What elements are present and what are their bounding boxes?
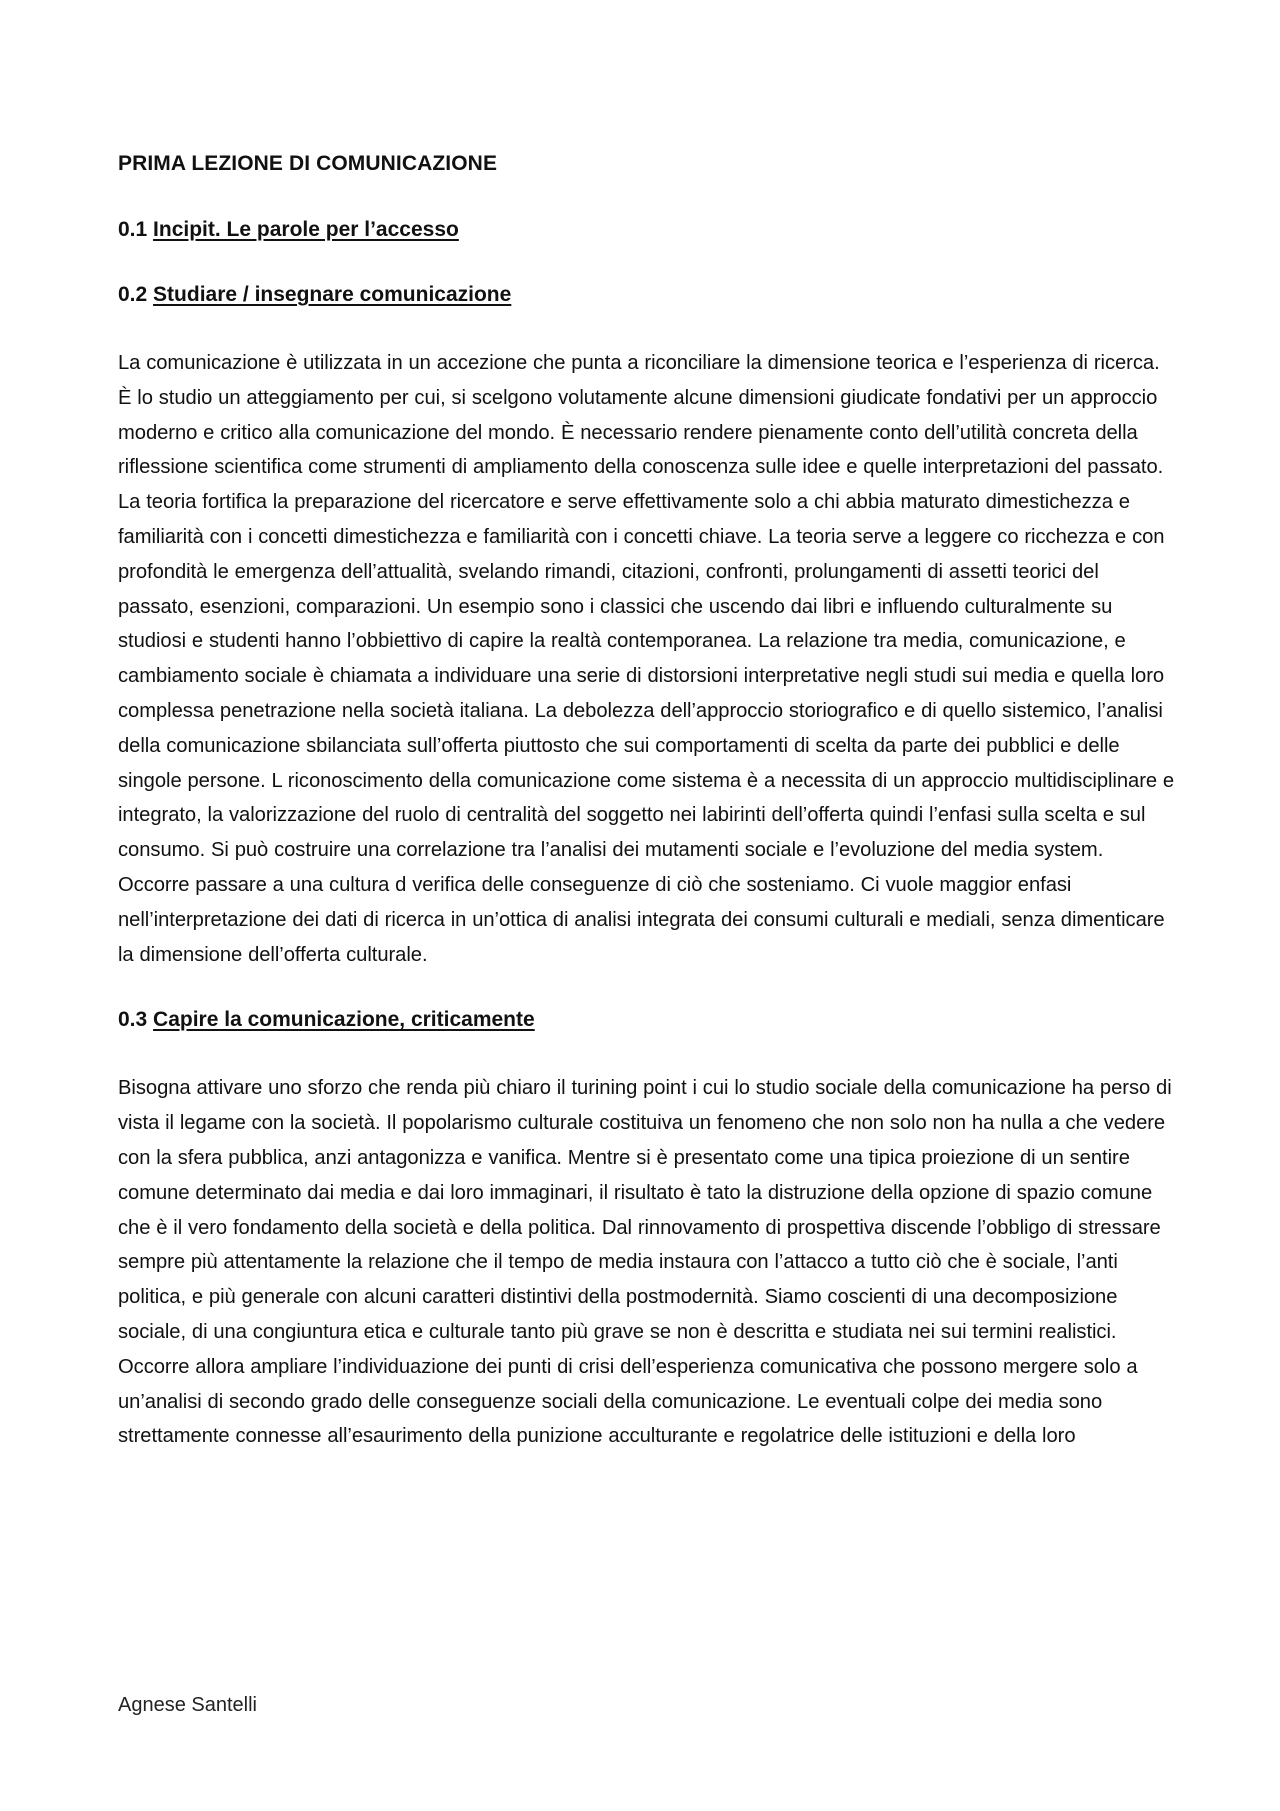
section-heading-0-2: [118, 281, 1178, 309]
section-title: Capire la comunicazione, criticamente: [153, 1008, 535, 1032]
section-title: Incipit. Le parole per l’accesso: [153, 218, 459, 241]
document-page: [118, 150, 1178, 1488]
section-number: 0.2: [118, 283, 148, 306]
section-heading-0-1: [118, 216, 1178, 244]
footer-author: Agnese Santelli: [118, 1694, 257, 1716]
section-title: Studiare / insegnare comunicazione: [153, 283, 512, 306]
section-heading-0-3: [118, 1006, 1178, 1034]
document-title: PRIMA LEZIONE DI COMUNICAZIONE: [118, 152, 498, 175]
section-paragraph-0-3: Bisogna attivare uno sforzo che renda più chiaro il turining point i cui lo studio sociale della comunicazione ha perso di vista il legame con la società. Il popolarismo culturale costituiva un fenomeno che non solo non ha nulla a che vedere con la sfera pubblica, anzi antagonizza e vanifica. Mentre si è presentato come una tipica proiezione di un sentire comune determinato dai media e dai loro immaginari, il risultato è tato la distruzione della opzione di spazio comune che è il vero fondamento della società e della politica. Dal rinnovamento di prospettiva discende l’obbligo di stressare sempre più attentamente la relazione che il tempo de media instaura con l’attacco a tutto ciò che è sociale, l’anti politica, e più generale con alcuni caratteri distintivi della postmodernità. Siamo coscienti di una decomposizione sociale, di una congiuntura etica e culturale tanto più grave se non è descritta e studiata nei sui termini realistici. Occorre allora ampliare l’individuazione dei punti di crisi dell’esperienza comunicativa che possono mergere solo a un’analisi di secondo grado delle conseguenze sociali della comunicazione. Le eventuali colpe dei media sono strettamente connesse all’esaurimento della punizione acculturante e regolatrice delle istituzioni e della loro: [118, 1077, 1172, 1448]
section-number: 0.3: [118, 1008, 148, 1032]
section-paragraph-0-2: La comunicazione è utilizzata in un accezione che punta a riconciliare la dimensione teorica e l’esperienza di ricerca. È lo studio un atteggiamento per cui, si scelgono volutamente alcune dimensioni giudicate fondativi per un approccio moderno e critico alla comunicazione del mondo. È necessario rendere pienamente conto dell’utilità concreta della riflessione scientifica come strumenti di ampliamento della conoscenza sulle idee e quelle interpretazioni del passato. La teoria fortifica la preparazione del ricercatore e serve effettivamente solo a chi abbia maturato dimestichezza e familiarità con i concetti dimestichezza e familiarità con i concetti chiave. La teoria serve a leggere co ricchezza e con profondità le emergenza dell’attualità, svelando rimandi, citazioni, confronti, prolungamenti di assetti teorici del passato, esenzioni, comparazioni. Un esempio sono i classici che uscendo dai libri e influendo culturalmente su studiosi e studenti hanno l’obbiettivo di capire la realtà contemporanea. La relazione tra media, comunicazione, e cambiamento sociale è chiamata a individuare una serie di distorsioni interpretative negli studi sui media e quella loro complessa penetrazione nella società italiana. La debolezza dell’approccio storiografico e di quello sistemico, l’analisi della comunicazione sbilanciata sull’offerta piuttosto che sui comportamenti di scelta da parte dei pubblici e delle singole persone. L riconoscimento della comunicazione come sistema è a necessita di un approccio multidisciplinare e integrato, la valorizzazione del ruolo di centralità del soggetto nei labirinti dell’offerta quindi l’enfasi sulla scelta e sul consumo. Si può costruire una correlazione tra l’analisi dei mutamenti sociale e l’evoluzione del media system. Occorre passare a una cultura d verifica delle conseguenze di ciò che sosteniamo. Ci vuole maggior enfasi nell’interpretazione dei dati di ricerca in un’ottica di analisi integrata dei consumi culturali e mediali, senza dimenticare la dimensione dell’offerta culturale.: [118, 352, 1175, 966]
section-number: 0.1: [118, 218, 148, 241]
